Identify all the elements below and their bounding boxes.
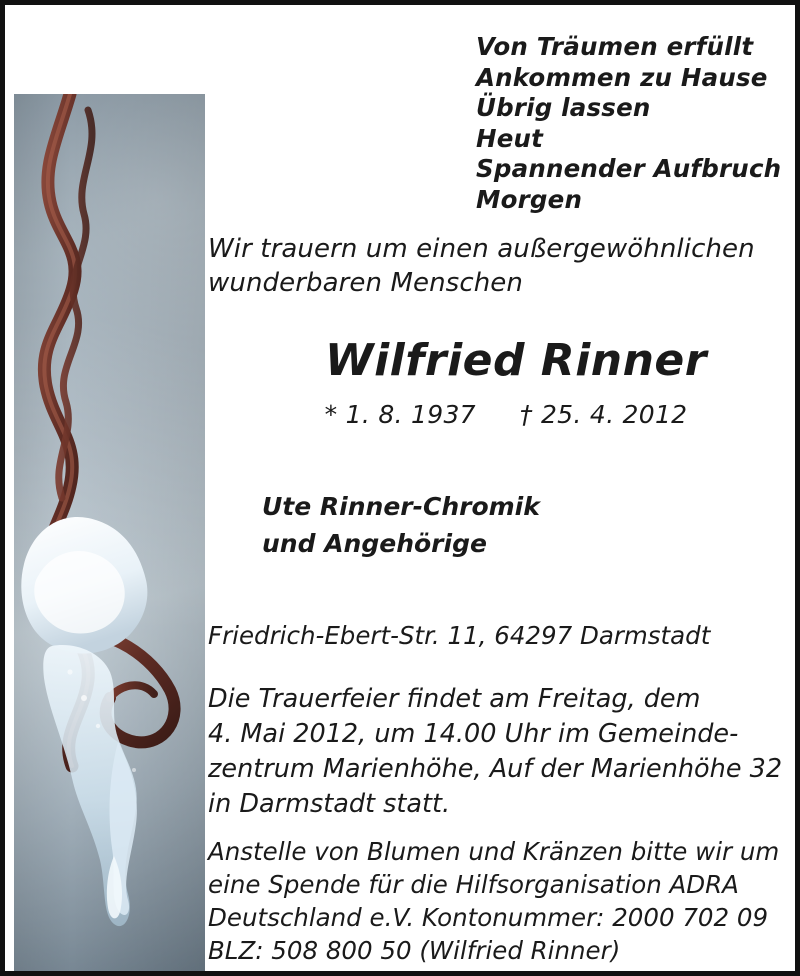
life-dates: [236, 400, 776, 429]
poem-block: [476, 32, 781, 215]
icy-branch-illustration: [14, 94, 205, 976]
death-symbol: †: [519, 400, 533, 429]
poem-line: Morgen: [476, 184, 583, 214]
text-column: [206, 10, 800, 976]
donation-line: BLZ: 508 800 50 (Wilfried Rinner): [208, 936, 621, 965]
poem-line: Von Träumen erfüllt: [476, 32, 754, 61]
postal-address: Friedrich-Ebert-Str. 11, 64297 Darmstadt: [208, 621, 711, 650]
birth-date: [325, 400, 476, 429]
birth-date-value: 1. 8. 1937: [345, 400, 476, 429]
ceremony-line: zentrum Marienhöhe, Auf der Marienhöhe 32: [208, 754, 783, 784]
death-date-value: 25. 4. 2012: [540, 400, 688, 429]
ceremony-line: 4. Mai 2012, um 14.00 Uhr im Gemeinde-: [208, 719, 739, 749]
ceremony-line: Die Trauerfeier findet am Freitag, dem: [208, 684, 701, 714]
poem-line: Übrig lassen: [476, 93, 651, 122]
mourning-statement-line: wunderbaren Menschen: [208, 268, 523, 298]
donation-line: Anstelle von Blumen und Kränzen bitte wir um: [208, 837, 780, 866]
photo-icy-branch: [14, 94, 205, 976]
bereaved-family-line: Ute Rinner-Chromik: [262, 492, 540, 521]
bereaved-family: [262, 488, 540, 562]
birth-symbol: *: [324, 400, 338, 429]
poem-line: Ankommen zu Hause: [476, 62, 768, 92]
poem-line: Spannender Aufbruch: [476, 154, 782, 183]
donation-line: Deutschland e.V. Kontonummer: 2000 702 09: [208, 903, 769, 932]
donation-line: eine Spende für die Hilfsorganisation ADRA: [208, 870, 739, 899]
poem-line: Heut: [476, 123, 544, 153]
notice-inner: [10, 10, 800, 976]
ceremony-line: in Darmstadt statt.: [208, 789, 451, 819]
deceased-name: Wilfried Rinner: [325, 335, 707, 386]
mourning-statement-line: Wir trauern um einen außergewöhnlichen: [208, 234, 755, 264]
death-date: [520, 400, 688, 429]
ceremony-details: [208, 682, 782, 822]
bereaved-family-line: und Angehörige: [262, 529, 487, 558]
mourning-statement: [208, 232, 755, 300]
donation-request: [208, 835, 786, 967]
